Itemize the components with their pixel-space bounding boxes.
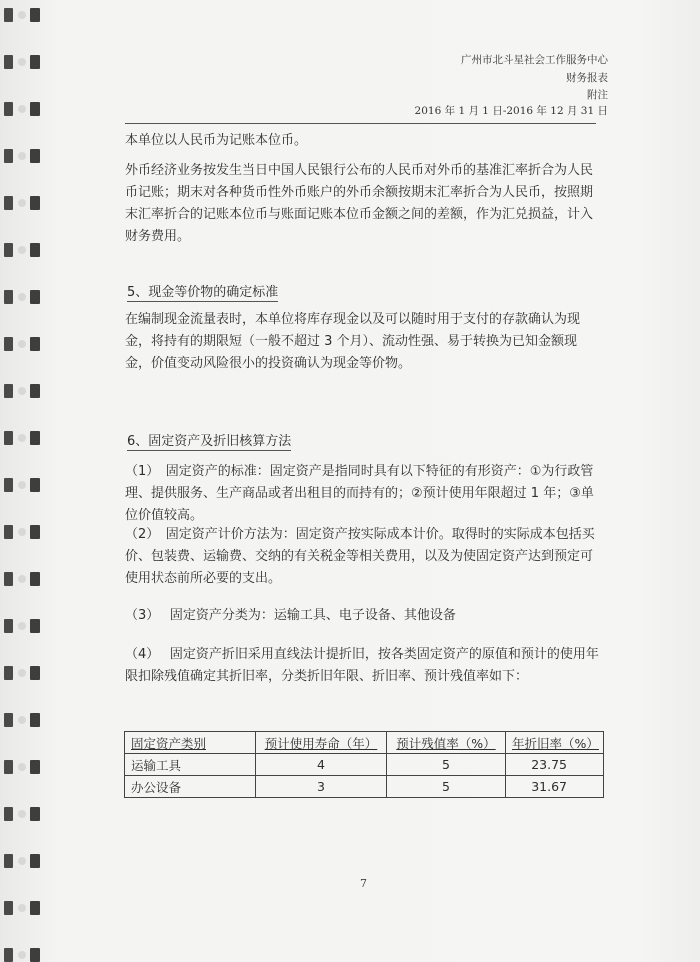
binding-ring xyxy=(4,8,40,22)
binding-ring xyxy=(4,431,40,445)
depreciation-table xyxy=(124,731,604,798)
header-report: 财务报表 xyxy=(566,72,608,84)
header-rule xyxy=(125,123,596,124)
binding-ring xyxy=(4,666,40,680)
binding-ring xyxy=(4,102,40,116)
cell-category: 运输工具 xyxy=(125,754,256,776)
binding-ring xyxy=(4,572,40,586)
binding-ring xyxy=(4,55,40,69)
binding-ring xyxy=(4,243,40,257)
table-row xyxy=(125,754,604,776)
spiral-binding xyxy=(0,0,50,962)
binding-ring xyxy=(4,290,40,304)
binding-ring xyxy=(4,854,40,868)
binding-ring xyxy=(4,525,40,539)
header-section: 附注 xyxy=(587,89,608,101)
currency-paragraph: 本单位以人民币为记账本位币。 xyxy=(125,133,308,148)
binding-ring xyxy=(4,619,40,633)
fixed-assets-heading: 6、固定资产及折旧核算方法 xyxy=(127,430,291,451)
cell-useful-life: 3 xyxy=(256,776,387,798)
binding-ring xyxy=(4,384,40,398)
fixed-assets-depreciation: （4） 固定资产折旧采用直线法计提折旧，按各类固定资产的原值和预计的使用年限扣除残值确定其折旧率，分类折旧年限、折旧率、预计残值率如下： xyxy=(125,647,599,684)
page-number: 7 xyxy=(360,877,367,890)
binding-ring xyxy=(4,149,40,163)
cell-residual-rate: 5 xyxy=(387,754,506,776)
fixed-assets-classification: （3） 固定资产分类为：运输工具、电子设备、其他设备 xyxy=(125,608,456,623)
fixed-assets-valuation: （2） 固定资产计价方法为：固定资产按实际成本计价。取得时的实际成本包括买价、包装费、运输费、交纳的有关税金等相关费用，以及为使固定资产达到预定可使用状态前所必要的支出。 xyxy=(125,527,595,586)
header-org: 广州市北斗星社会工作服务中心 xyxy=(461,54,608,66)
binding-ring xyxy=(4,760,40,774)
binding-ring xyxy=(4,807,40,821)
col-header-residual-rate: 预计残值率（%） xyxy=(387,732,506,754)
binding-ring xyxy=(4,196,40,210)
header-period: 2016 年 1 月 1 日-2016 年 12 月 31 日 xyxy=(414,105,608,117)
cell-residual-rate: 5 xyxy=(387,776,506,798)
binding-ring xyxy=(4,478,40,492)
col-header-useful-life: 预计使用寿命（年） xyxy=(256,732,387,754)
cash-equivalents-paragraph: 在编制现金流量表时，本单位将库存现金以及可以随时用于支付的存款确认为现金，将持有的期限短（一般不超过 3 个月）、流动性强、易于转换为已知金额现金，价值变动风险很小的投资确认为现金等价物。 xyxy=(125,312,581,371)
table-row xyxy=(125,776,604,798)
cell-annual-rate: 23.75 xyxy=(506,754,604,776)
cell-useful-life: 4 xyxy=(256,754,387,776)
foreign-currency-paragraph: 外币经济业务按发生当日中国人民银行公布的人民币对外币的基准汇率折合为人民币记账；期末对各种货币性外币账户的外币余额按期末汇率折合为人民币，按照期末汇率折合的记账本位币与账面记账本位币金额之间的差额，作为汇兑损益，计入财务费用。 xyxy=(125,163,594,244)
col-header-annual-rate: 年折旧率（%） xyxy=(506,732,604,754)
col-header-category: 固定资产类别 xyxy=(125,732,256,754)
cell-category: 办公设备 xyxy=(125,776,256,798)
binding-ring xyxy=(4,901,40,915)
table-header-row xyxy=(125,732,604,754)
cash-equivalents-heading: 5、现金等价物的确定标准 xyxy=(127,281,278,302)
cell-annual-rate: 31.67 xyxy=(506,776,604,798)
fixed-assets-standard: （1） 固定资产的标准：固定资产是指同时具有以下特征的有形资产：①为行政管理、提供服务、生产商品或者出租目的而持有的；②预计使用年限超过 1 年；③单位价值较高。 xyxy=(125,464,594,523)
binding-ring xyxy=(4,337,40,351)
binding-ring xyxy=(4,948,40,962)
binding-ring xyxy=(4,713,40,727)
